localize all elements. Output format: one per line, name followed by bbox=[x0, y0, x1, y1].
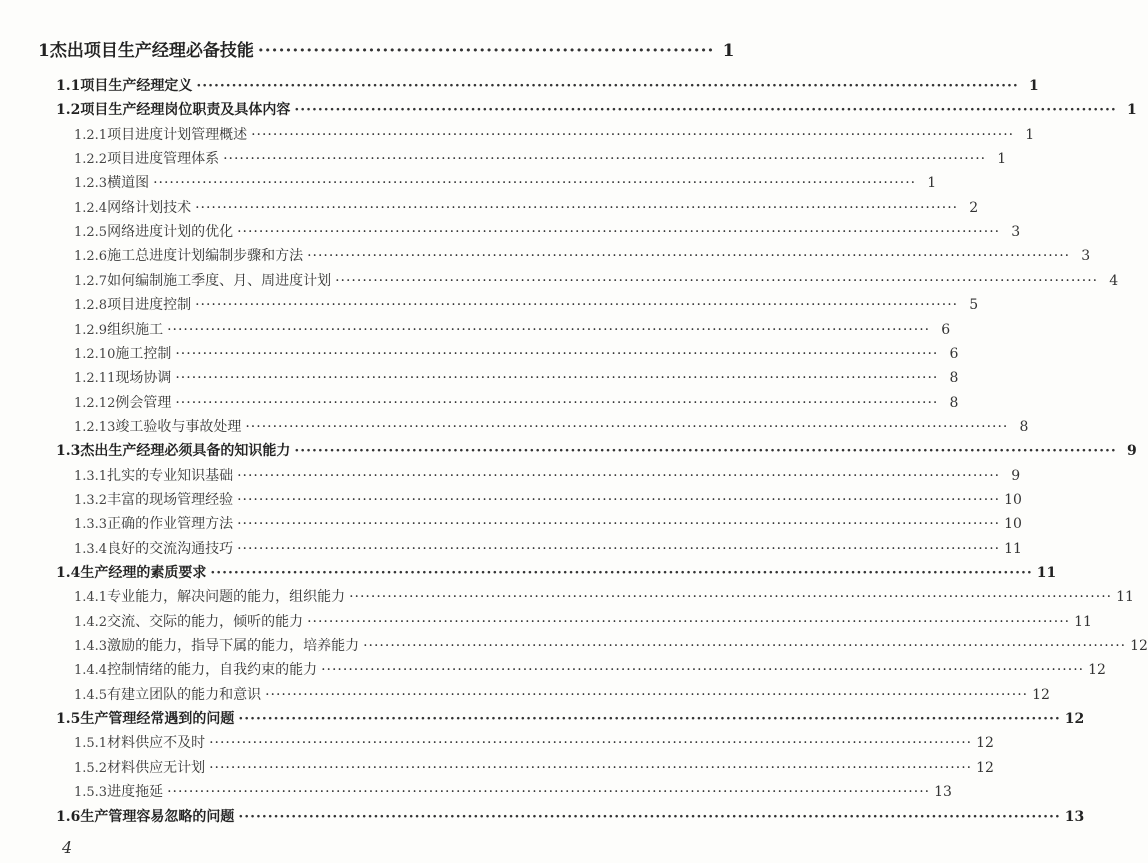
toc-page-number: 1 bbox=[1025, 126, 1035, 143]
toc-leader: ············································································································································ bbox=[237, 491, 1001, 508]
toc-subsection[interactable] bbox=[74, 124, 1035, 144]
toc-entry-title: 有建立团队的能力和意识 bbox=[107, 686, 262, 703]
toc-entry-title: 施工控制 bbox=[115, 345, 172, 362]
toc-leader: ············································································································································ bbox=[223, 151, 987, 168]
toc-entry-number: 1.2 bbox=[56, 102, 81, 119]
toc-page-number: 1 bbox=[722, 41, 735, 61]
toc-entry-number: 1.2.4 bbox=[74, 200, 108, 216]
toc-entry-title: 施工总进度计划编制步骤和方法 bbox=[107, 248, 304, 265]
toc-entry-number: 1.2.9 bbox=[74, 322, 108, 338]
toc-subsection[interactable] bbox=[74, 513, 1022, 533]
toc-entry-title: 材料供应不及时 bbox=[107, 735, 206, 752]
toc-leader: ············································································································································ bbox=[335, 272, 1099, 289]
toc-entry-number: 1.2.1 bbox=[74, 127, 108, 143]
toc-section[interactable] bbox=[56, 99, 1137, 119]
toc-subsection[interactable] bbox=[74, 732, 994, 752]
toc-subsection[interactable] bbox=[74, 270, 1119, 290]
toc-page-number: 6 bbox=[949, 345, 959, 362]
toc-entry-title: 组织施工 bbox=[107, 321, 164, 338]
toc-entry-title: 竣工验收与事故处理 bbox=[115, 418, 242, 435]
toc-entry-number: 1.5.2 bbox=[74, 760, 108, 776]
toc-entry-title: 项目进度计划管理概述 bbox=[107, 126, 248, 143]
toc-leader: ············································································································································ bbox=[195, 199, 959, 216]
toc-page-number: 12 bbox=[1130, 638, 1148, 655]
toc-leader: ············································································································································ bbox=[294, 102, 1117, 119]
toc-page-number: 12 bbox=[1088, 662, 1106, 679]
toc-leader: ············································································································································ bbox=[238, 711, 1061, 728]
toc-entry-title: 现场协调 bbox=[115, 370, 172, 387]
toc-page-number: 9 bbox=[1011, 467, 1021, 484]
toc-page-number: 12 bbox=[976, 759, 994, 776]
toc-page-number: 9 bbox=[1126, 443, 1137, 460]
toc-subsection[interactable] bbox=[74, 367, 959, 387]
toc-subsection[interactable] bbox=[74, 221, 1021, 241]
toc-entry-number: 1.2.8 bbox=[74, 298, 108, 314]
toc-leader: ············································································································································ bbox=[251, 126, 1015, 143]
toc-subsection[interactable] bbox=[74, 319, 951, 339]
toc-leader: ············································································································································ bbox=[237, 516, 1001, 533]
toc-subsection[interactable] bbox=[74, 197, 979, 217]
toc-page-number: 13 bbox=[1064, 808, 1085, 825]
toc-entry-title: 扎实的专业知识基础 bbox=[107, 467, 234, 484]
toc-entry-number: 1.2.7 bbox=[74, 273, 108, 289]
toc-entry-number: 1.2.13 bbox=[74, 419, 116, 435]
toc-subsection[interactable] bbox=[74, 611, 1092, 631]
toc-entry-title: 生产管理容易忽略的问题 bbox=[80, 808, 235, 825]
toc-page-number: 8 bbox=[949, 394, 959, 411]
toc-entry-number: 1.6 bbox=[56, 808, 81, 825]
toc-subsection[interactable] bbox=[74, 245, 1091, 265]
toc-subsection[interactable] bbox=[74, 635, 1148, 655]
toc-page-number: 8 bbox=[949, 370, 959, 387]
toc-leader: ············································································································································ bbox=[321, 662, 1085, 679]
toc-leader: ············································································································································ bbox=[196, 78, 1019, 94]
toc-page-number: 11 bbox=[1004, 540, 1022, 557]
toc-leader: ············································································································································ bbox=[294, 443, 1117, 460]
toc-page-number: 1 bbox=[1126, 102, 1137, 119]
toc-section[interactable] bbox=[56, 708, 1085, 728]
toc-leader: ············································································································································ bbox=[307, 248, 1071, 265]
toc-leader: ············································································································································ bbox=[349, 589, 1113, 606]
toc-entry-number: 1.4.1 bbox=[74, 590, 108, 606]
toc-entry-number: 1.1 bbox=[56, 78, 81, 94]
toc-page-number: 10 bbox=[1004, 516, 1022, 533]
toc-entry-number: 1.4.5 bbox=[74, 687, 108, 703]
toc-subsection[interactable] bbox=[74, 148, 1007, 168]
toc-leader: ············································································································································ bbox=[238, 808, 1061, 825]
footer-page-number: 4 bbox=[62, 838, 73, 857]
toc-entry-number: 1.2.12 bbox=[74, 395, 116, 411]
toc-subsection[interactable] bbox=[74, 684, 1050, 704]
toc-section[interactable] bbox=[56, 806, 1085, 826]
toc-page-number: 1 bbox=[997, 151, 1007, 168]
toc-leader: ············································································································································ bbox=[175, 370, 939, 387]
toc-entry-title: 项目生产经理岗位职责及具体内容 bbox=[80, 102, 291, 119]
toc-entry-title: 丰富的现场管理经验 bbox=[107, 491, 234, 508]
toc-entry-title: 项目进度管理体系 bbox=[107, 151, 220, 168]
toc-entry-title: 生产管理经常遇到的问题 bbox=[80, 711, 235, 728]
toc-page-number: 3 bbox=[1081, 248, 1091, 265]
toc-entry-number: 1.5 bbox=[56, 711, 81, 728]
toc-leader: ············································································································································ bbox=[153, 175, 917, 192]
toc-entry-number: 1.4 bbox=[56, 565, 81, 581]
toc-page-number: 1 bbox=[927, 175, 937, 192]
toc-page-number: 12 bbox=[1064, 711, 1085, 728]
toc-entry-number: 1.2.2 bbox=[74, 152, 108, 168]
toc-page-number: 12 bbox=[1032, 686, 1050, 703]
toc-entry-number: 1.2.3 bbox=[74, 176, 108, 192]
toc-leader: ············································································································································ bbox=[209, 735, 973, 752]
toc-leader: ············································································································································ bbox=[175, 394, 939, 411]
toc-subsection[interactable] bbox=[74, 781, 952, 801]
toc-entry-title: 专业能力，解决问题的能力，组织能力 bbox=[107, 589, 346, 606]
toc-entry-number: 1.4.4 bbox=[74, 663, 108, 679]
toc-entry-title: 材料供应无计划 bbox=[107, 759, 206, 776]
toc-entry-title: 网络进度计划的优化 bbox=[107, 224, 234, 241]
toc-subsection[interactable] bbox=[74, 343, 959, 363]
toc-entry-number: 1.3 bbox=[56, 443, 81, 460]
toc-section[interactable] bbox=[56, 562, 1057, 582]
toc-page-number: 11 bbox=[1036, 565, 1057, 581]
toc-chapter bbox=[38, 36, 735, 61]
toc-section[interactable] bbox=[56, 440, 1137, 460]
toc-entry-title: 项目进度控制 bbox=[107, 297, 192, 314]
toc-entry-title: 例会管理 bbox=[115, 394, 172, 411]
toc-leader: ············································································································································ bbox=[167, 784, 931, 801]
toc-leader: ············································································································································ bbox=[265, 686, 1029, 703]
toc-leader: ············································································································································ bbox=[237, 540, 1001, 557]
toc-entry-number: 1.5.3 bbox=[74, 785, 108, 801]
toc-leader: ············································································································································ bbox=[195, 297, 959, 314]
toc-entry-title: 交流、交际的能力，倾听的能力 bbox=[107, 613, 304, 630]
toc-entry-title: 生产经理的素质要求 bbox=[80, 565, 207, 581]
toc-leader: ············································································································································ bbox=[245, 418, 1009, 435]
toc-subsection[interactable] bbox=[74, 757, 994, 777]
toc-page-number: 11 bbox=[1074, 613, 1092, 630]
toc-page-number: 10 bbox=[1004, 491, 1022, 508]
toc-subsection[interactable] bbox=[74, 489, 1022, 509]
toc-leader: ············································································································································ bbox=[167, 321, 931, 338]
toc-entry-title: 激励的能力，指导下属的能力，培养能力 bbox=[107, 638, 360, 655]
toc-leader: ············································································································································ bbox=[307, 613, 1071, 630]
toc-section[interactable] bbox=[56, 75, 1039, 95]
toc-entry-number: 1.2.11 bbox=[74, 371, 116, 387]
toc-page-number: 8 bbox=[1019, 418, 1029, 435]
toc-subsection[interactable] bbox=[74, 294, 979, 314]
toc-entry-title: 项目生产经理定义 bbox=[80, 78, 193, 94]
toc-page-number: 13 bbox=[934, 784, 952, 801]
toc-chapter-title: 杰出项目生产经理必备技能 bbox=[49, 41, 254, 61]
toc-leader: ············································································································································ bbox=[175, 345, 939, 362]
toc-entry-title: 正确的作业管理方法 bbox=[107, 516, 234, 533]
toc-leader: ·································································· bbox=[257, 41, 715, 61]
toc-entry-title: 良好的交流沟通技巧 bbox=[107, 540, 234, 557]
toc-subsection[interactable] bbox=[74, 465, 1021, 485]
toc-page-number: 2 bbox=[969, 199, 979, 216]
toc-entry-title: 控制情绪的能力，自我约束的能力 bbox=[107, 662, 318, 679]
toc-leader: ············································································································································ bbox=[237, 224, 1001, 241]
toc-leader: ············································································································································ bbox=[210, 565, 1033, 581]
toc-entry-number: 1.3.4 bbox=[74, 541, 108, 557]
toc-subsection[interactable] bbox=[74, 659, 1106, 679]
toc-entry-number: 1.3.1 bbox=[74, 468, 108, 484]
toc-page-number: 11 bbox=[1116, 589, 1134, 606]
toc-subsection[interactable] bbox=[74, 416, 1029, 436]
toc-entry-number: 1.3.2 bbox=[74, 492, 108, 508]
toc-entry-number: 1.2.6 bbox=[74, 249, 108, 265]
toc-entry-number: 1.4.3 bbox=[74, 639, 108, 655]
toc-entry-title: 横道图 bbox=[107, 175, 150, 192]
toc-page-number: 1 bbox=[1028, 78, 1039, 94]
toc-entry-number: 1.5.1 bbox=[74, 736, 108, 752]
toc-chapter-number: 1 bbox=[38, 41, 50, 61]
toc-page-number: 6 bbox=[941, 321, 951, 338]
toc-subsection[interactable] bbox=[74, 392, 959, 412]
toc-entry-title: 网络计划技术 bbox=[107, 199, 192, 216]
toc-subsection[interactable] bbox=[74, 586, 1134, 606]
toc-entry-title: 如何编制施工季度、月、周进度计划 bbox=[107, 272, 332, 289]
toc-page-number: 5 bbox=[969, 297, 979, 314]
toc-subsection[interactable] bbox=[74, 172, 937, 192]
toc-leader: ············································································································································ bbox=[363, 638, 1127, 655]
toc-leader: ············································································································································ bbox=[237, 467, 1001, 484]
toc-entry-title: 进度拖延 bbox=[107, 784, 164, 801]
toc-entry-number: 1.4.2 bbox=[74, 614, 108, 630]
toc-page-number: 12 bbox=[976, 735, 994, 752]
toc-subsection[interactable] bbox=[74, 538, 1022, 558]
toc-entry-title: 杰出生产经理必须具备的知识能力 bbox=[80, 443, 291, 460]
toc-entry-number: 1.3.3 bbox=[74, 517, 108, 533]
toc-page-number: 3 bbox=[1011, 224, 1021, 241]
toc-entry-number: 1.2.5 bbox=[74, 225, 108, 241]
toc-leader: ············································································································································ bbox=[209, 759, 973, 776]
toc-page-number: 4 bbox=[1109, 272, 1119, 289]
toc-entry-number: 1.2.10 bbox=[74, 346, 116, 362]
